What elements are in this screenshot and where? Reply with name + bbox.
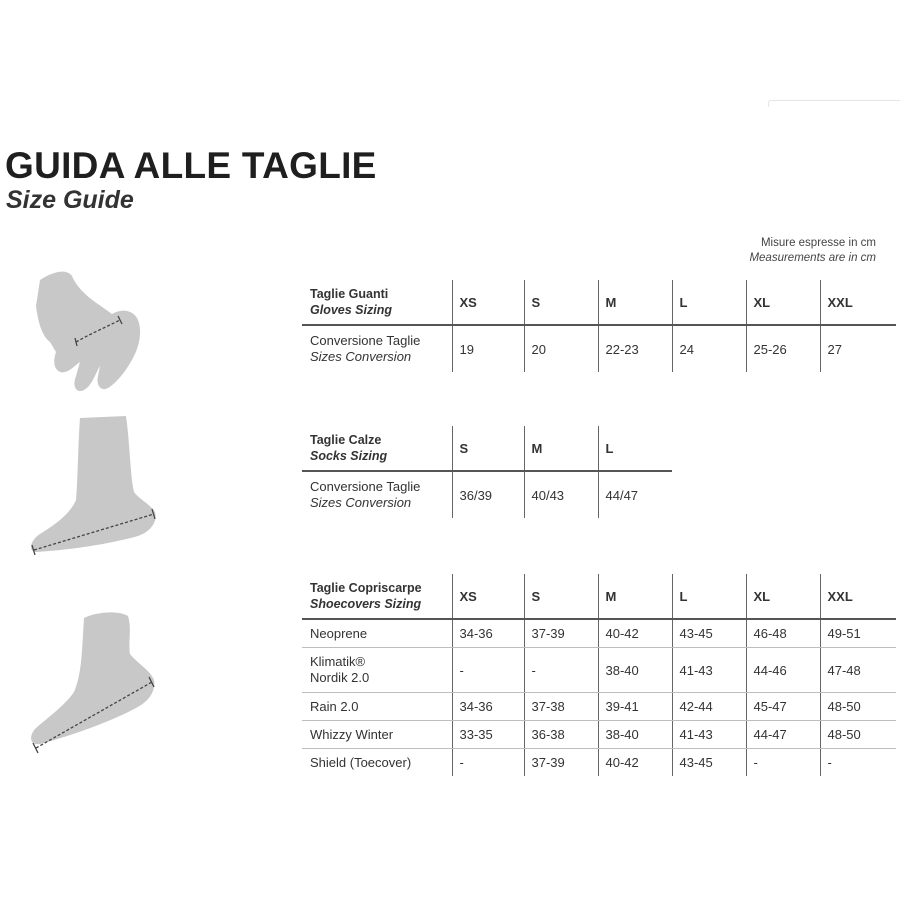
gloves-size-l: L — [672, 280, 746, 325]
shoecover-value: 40-42 — [598, 619, 672, 648]
gloves-row-it: Conversione Taglie — [310, 333, 421, 348]
shoecover-value: 45-47 — [746, 693, 820, 721]
gloves-size-s: S — [524, 280, 598, 325]
gloves-value: 20 — [524, 325, 598, 372]
shoecovers-header-label — [302, 574, 452, 619]
socks-header-row — [302, 426, 672, 471]
shoecovers-header-it: Taglie Copriscarpe — [310, 581, 422, 595]
gloves-value: 25-26 — [746, 325, 820, 372]
shoecover-model-name-line2: Nordik 2.0 — [310, 670, 370, 685]
shoecover-value: 40-42 — [598, 749, 672, 777]
shoecover-value: 37-39 — [524, 749, 598, 777]
socks-row-label — [302, 471, 452, 518]
gloves-size-xxl: XXL — [820, 280, 896, 325]
shoecover-value: 42-44 — [672, 693, 746, 721]
socks-conversion-row — [302, 471, 672, 518]
shoecovers-size-l: L — [672, 574, 746, 619]
page-subtitle: Size Guide — [6, 186, 134, 214]
measurement-note-it: Misure espresse in cm — [760, 237, 876, 249]
shoecover-model-name: Whizzy Winter — [302, 721, 452, 749]
gloves-value: 24 — [672, 325, 746, 372]
shoecover-value: 34-36 — [452, 619, 524, 648]
shoecovers-size-s: S — [524, 574, 598, 619]
shoecover-value: 43-45 — [672, 619, 746, 648]
gloves-value: 19 — [452, 325, 524, 372]
shoecovers-size-xl: XL — [746, 574, 820, 619]
table-row — [302, 749, 896, 777]
shoecover-value: 41-43 — [672, 721, 746, 749]
shoecover-value: 38-40 — [598, 721, 672, 749]
socks-row-it: Conversione Taglie — [310, 479, 421, 494]
decorative-corner-line — [768, 100, 900, 107]
gloves-header-row — [302, 280, 896, 325]
gloves-row-label — [302, 325, 452, 372]
socks-header-it: Taglie Calze — [310, 433, 382, 447]
socks-size-table — [302, 426, 672, 518]
shoecover-value: 48-50 — [820, 693, 896, 721]
gloves-size-xl: XL — [746, 280, 820, 325]
shoecover-value: 49-51 — [820, 619, 896, 648]
socks-value: 36/39 — [452, 471, 524, 518]
shoecover-value: 46-48 — [746, 619, 820, 648]
socks-value: 44/47 — [598, 471, 672, 518]
shoecovers-size-xs: XS — [452, 574, 524, 619]
sock-foot-icon — [0, 414, 175, 564]
shoecover-value: - — [452, 648, 524, 693]
shoecover-model-name: Shield (Toecover) — [310, 754, 412, 770]
shoecover-value: - — [746, 749, 820, 777]
socks-size-m: M — [524, 426, 598, 471]
gloves-header-it: Taglie Guanti — [310, 287, 389, 301]
shoecover-value: - — [820, 749, 896, 777]
shoecovers-size-m: M — [598, 574, 672, 619]
shoecover-value: 41-43 — [672, 648, 746, 693]
gloves-size-m: M — [598, 280, 672, 325]
shoecover-value: 39-41 — [598, 693, 672, 721]
shoecovers-size-xxl: XXL — [820, 574, 896, 619]
socks-size-s: S — [452, 426, 524, 471]
gloves-header-en: Gloves Sizing — [310, 303, 392, 317]
table-row — [302, 619, 896, 648]
shoecover-value: 36-38 — [524, 721, 598, 749]
gloves-row-en: Sizes Conversion — [310, 349, 412, 364]
gloves-size-table — [302, 280, 896, 372]
shoecover-foot-icon — [0, 608, 175, 758]
shoecover-value: 33-35 — [452, 721, 524, 749]
shoecover-value: - — [524, 648, 598, 693]
shoecovers-header-en: Shoecovers Sizing — [310, 597, 422, 611]
socks-row-en: Sizes Conversion — [310, 495, 412, 510]
shoecover-value: - — [452, 749, 524, 777]
gloves-header-label — [302, 280, 452, 325]
shoecover-model-name — [302, 648, 452, 693]
gloves-value: 27 — [820, 325, 896, 372]
gloves-conversion-row — [302, 325, 896, 372]
socks-value: 40/43 — [524, 471, 598, 518]
socks-header-label — [302, 426, 452, 471]
table-row — [302, 721, 896, 749]
measurement-note — [749, 236, 876, 266]
shoecover-value: 44-46 — [746, 648, 820, 693]
shoecover-value: 34-36 — [452, 693, 524, 721]
page-title: GUIDA ALLE TAGLIE — [5, 145, 377, 186]
socks-header-en: Socks Sizing — [310, 449, 388, 463]
hand-icon — [0, 262, 160, 397]
shoecover-value: 37-39 — [524, 619, 598, 648]
shoecovers-header-row — [302, 574, 896, 619]
table-row — [302, 693, 896, 721]
shoecover-model-name: Rain 2.0 — [302, 693, 452, 721]
shoecover-model-name-line1: Klimatik® — [310, 654, 366, 669]
gloves-size-xs: XS — [452, 280, 524, 325]
shoecover-value: 37-38 — [524, 693, 598, 721]
table-row — [302, 648, 896, 693]
shoecover-value: 47-48 — [820, 648, 896, 693]
shoecover-model-name: Neoprene — [302, 619, 452, 648]
shoecover-value: 48-50 — [820, 721, 896, 749]
shoecover-value: 38-40 — [598, 648, 672, 693]
shoecover-value: 43-45 — [672, 749, 746, 777]
measurement-note-en: Measurements are in cm — [749, 252, 876, 264]
shoecover-value: 44-47 — [746, 721, 820, 749]
shoecovers-size-table — [302, 574, 896, 776]
socks-size-l: L — [598, 426, 672, 471]
gloves-value: 22-23 — [598, 325, 672, 372]
